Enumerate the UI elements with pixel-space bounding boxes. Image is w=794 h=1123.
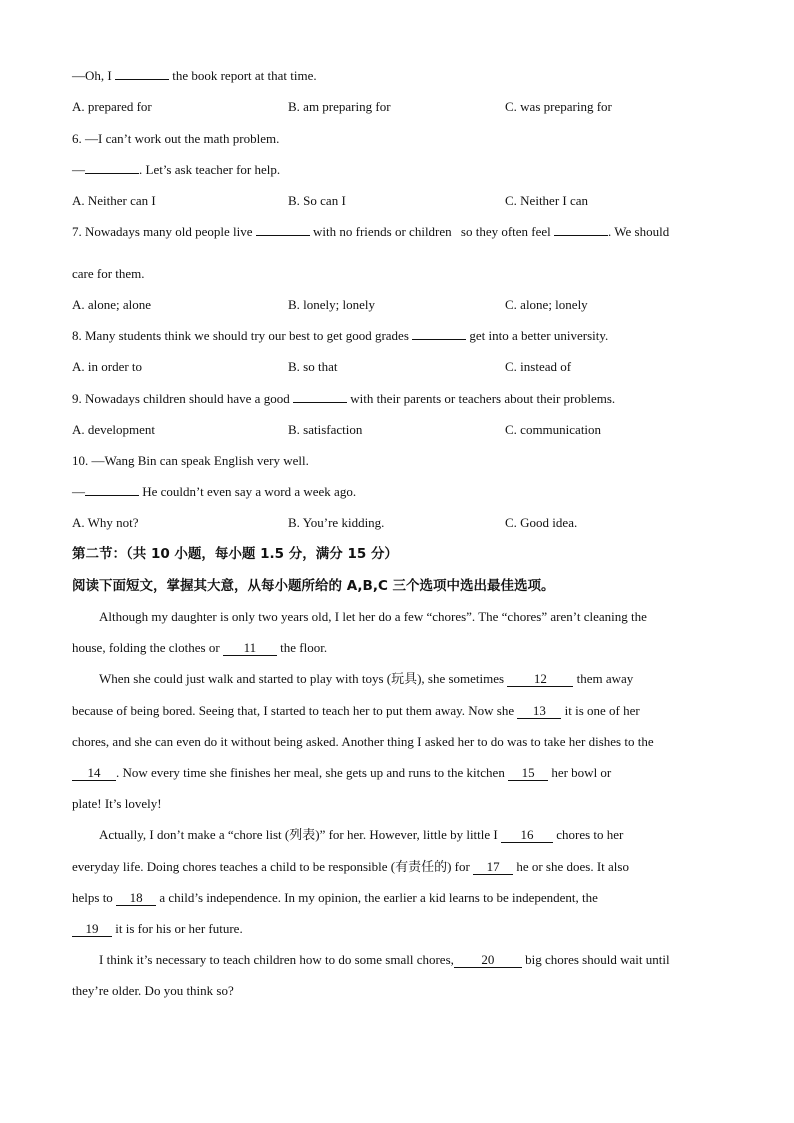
passage-text: because of being bored. Seeing that, I started to teach her to put them away. Now she [72, 703, 515, 718]
q10-option-b[interactable]: B. You’re kidding. [288, 515, 385, 530]
q6-reply [72, 161, 280, 179]
passage-text: it is one of her [564, 703, 640, 718]
q7-line2: care for them. [72, 266, 145, 281]
q7-option-b[interactable]: B. lonely; lonely [288, 297, 376, 312]
q6-reply-suffix: . Let’s ask teacher for help. [139, 162, 281, 177]
passage-text: . Now every time she finishes her meal, she gets up and runs to the kitchen [116, 765, 505, 780]
q7-part4: . We should [608, 224, 670, 239]
passage-text: chores to her [556, 827, 624, 842]
passage-p4-line1 [99, 951, 670, 969]
q9-prompt [72, 390, 615, 408]
answer-blank[interactable] [256, 235, 310, 236]
passage-text: When she could just walk and started to play with toys (玩具), she sometimes [99, 671, 505, 686]
passage-text: house, folding the clothes or [72, 640, 220, 655]
q5-reply-prefix: —Oh, I [72, 68, 112, 83]
q8-suffix: get into a better university. [469, 328, 609, 343]
q9-prefix: 9. Nowadays children should have a good [72, 391, 290, 406]
cloze-blank-20[interactable]: 20 [454, 953, 522, 968]
section-instruction: 阅读下面短文，掌握其大意，从每小题所给的 A,B,C 三个选项中选出最佳选项。 [72, 578, 555, 594]
q6-reply-prefix: — [72, 162, 85, 177]
q8-option-a[interactable]: A. in order to [72, 359, 143, 374]
passage-p3-line3 [72, 889, 598, 907]
q5-reply [72, 67, 317, 85]
answer-blank[interactable] [115, 79, 169, 80]
passage-text: big chores should wait until [525, 952, 670, 967]
q7-option-a[interactable]: A. alone; alone [72, 297, 152, 312]
q6-option-c[interactable]: C. Neither I can [505, 193, 589, 208]
section-heading: 第二节：（共 10 小题，每小题 1.5 分，满分 15 分） [72, 546, 398, 562]
answer-blank[interactable] [85, 173, 139, 174]
passage-p1-line1: Although my daughter is only two years old, I let her do a few “chores”. The “chores” aren’t cleaning the [99, 609, 647, 624]
answer-blank[interactable] [293, 402, 347, 403]
q10-option-c[interactable]: C. Good idea. [505, 515, 578, 530]
passage-text: it is for his or her future. [115, 921, 243, 936]
q9-option-c[interactable]: C. communication [505, 422, 602, 437]
q7-part1: 7. Nowadays many old people live [72, 224, 253, 239]
q8-prefix: 8. Many students think we should try our best to get good grades [72, 328, 409, 343]
q9-option-a[interactable]: A. development [72, 422, 156, 437]
passage-text: her bowl or [551, 765, 612, 780]
passage-p2-line4 [72, 764, 611, 782]
passage-text: them away [576, 671, 634, 686]
answer-blank[interactable] [85, 495, 139, 496]
cloze-blank-18[interactable]: 18 [116, 891, 156, 906]
passage-text: Actually, I don’t make a “chore list (列表)” for her. However, little by little I [99, 827, 498, 842]
passage-p2-line3: chores, and she can even do it without being asked. Another thing I asked her to do was to take her dishes to the [72, 734, 654, 749]
q8-option-c[interactable]: C. instead of [505, 359, 572, 374]
q9-suffix: with their parents or teachers about their problems. [350, 391, 616, 406]
passage-text: a child’s independence. In my opinion, the earlier a kid learns to be independent, the [159, 890, 598, 905]
passage-p3-line1 [99, 826, 623, 844]
cloze-blank-11[interactable]: 11 [223, 641, 277, 656]
passage-text: I think it’s necessary to teach children how to do some small chores, [99, 952, 454, 967]
q10-option-a[interactable]: A. Why not? [72, 515, 139, 530]
q5-option-a[interactable]: A. prepared for [72, 99, 152, 114]
q9-option-b[interactable]: B. satisfaction [288, 422, 363, 437]
cloze-blank-19[interactable]: 19 [72, 922, 112, 937]
passage-p1-line2 [72, 639, 327, 657]
passage-p3-line2 [72, 858, 629, 876]
q7-part2: with no friends or children [313, 224, 452, 239]
q6-prompt: 6. —I can’t work out the math problem. [72, 131, 280, 146]
q5-option-c[interactable]: C. was preparing for [505, 99, 612, 114]
q7-prompt [72, 223, 669, 241]
passage-text: helps to [72, 890, 113, 905]
passage-p2-line2 [72, 702, 640, 720]
passage-p2-line1 [99, 670, 633, 688]
passage-p3-line4 [72, 920, 243, 938]
q10-reply-prefix: — [72, 484, 85, 499]
cloze-blank-14[interactable]: 14 [72, 766, 116, 781]
cloze-blank-15[interactable]: 15 [508, 766, 548, 781]
passage-text: the floor. [280, 640, 328, 655]
passage-text: everyday life. Doing chores teaches a child to be responsible (有责任的) for [72, 859, 470, 874]
q8-prompt [72, 327, 608, 345]
q5-reply-suffix: the book report at that time. [172, 68, 317, 83]
q10-reply [72, 483, 356, 501]
q7-option-c[interactable]: C. alone; lonely [505, 297, 588, 312]
q5-option-b[interactable]: B. am preparing for [288, 99, 391, 114]
cloze-blank-13[interactable]: 13 [517, 704, 561, 719]
answer-blank[interactable] [412, 339, 466, 340]
q10-reply-suffix: He couldn’t even say a word a week ago. [142, 484, 357, 499]
passage-p2-line5: plate! It’s lovely! [72, 796, 162, 811]
answer-blank[interactable] [554, 235, 608, 236]
q7-part3: so they often feel [460, 224, 551, 239]
cloze-blank-12[interactable]: 12 [507, 672, 573, 687]
cloze-blank-16[interactable]: 16 [501, 828, 553, 843]
q6-option-b[interactable]: B. So can I [288, 193, 346, 208]
q8-option-b[interactable]: B. so that [288, 359, 338, 374]
passage-text: he or she does. It also [516, 859, 629, 874]
cloze-blank-17[interactable]: 17 [473, 860, 513, 875]
q6-option-a[interactable]: A. Neither can I [72, 193, 156, 208]
q10-prompt: 10. —Wang Bin can speak English very well. [72, 453, 309, 468]
passage-p4-line2: they’re older. Do you think so? [72, 983, 234, 998]
